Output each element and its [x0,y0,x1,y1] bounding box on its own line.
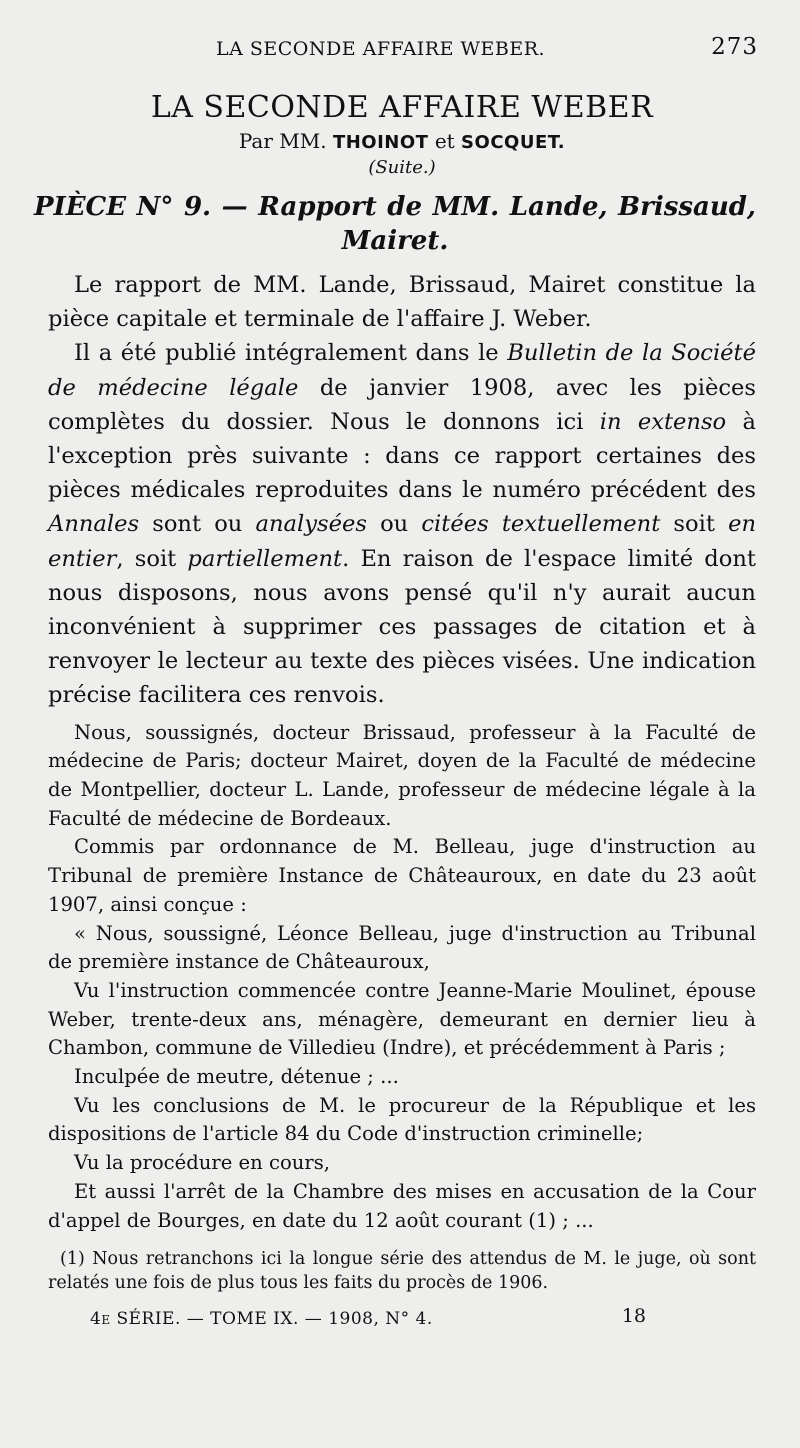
section-heading-line1: PIÈCE N° 9. — Rapport de MM. Lande, Brissaud, [34,192,756,222]
author-thoinot: THOINOT [332,132,429,153]
introduction [48,268,756,713]
intro-paragraph-1: Le rapport de MM. Lande, Brissaud, Mairet constitue la pièce capitale et terminale de l'affaire J. Weber. [48,272,756,333]
article-title: LA SECONDE AFFAIRE WEBER [150,90,654,125]
sheet-number: 18 [621,1305,646,1328]
report-paragraph: Vu l'instruction commencée contre Jeanne-Marie Moulinet, épouse Weber, trente-deux ans, ménagère, demeurant en dernier lieu à Chambon, commune de Villedieu (Indre), et précédemment à Paris ; [48,978,756,1060]
report-text [48,719,756,1236]
report-paragraph: « Nous, soussigné, Léonce Belleau, juge d'instruction au Tribunal de première instance de Châteauroux, [48,921,756,974]
article-authors [48,129,756,153]
report-paragraph: Commis par ordonnance de M. Belleau, juge d'instruction au Tribunal de première Instance de Châteauroux, en date du 23 août 1907, ainsi conçue : [48,835,756,916]
report-paragraph: Vu la procédure en cours, [74,1151,331,1175]
report-paragraph: Inculpée de meutre, détenue ; ... [74,1065,399,1089]
report-paragraph: Vu les conclusions de M. le procureur de la République et les dispositions de l'article 84 du Code d'instruction criminelle; [48,1093,756,1146]
author-socquet: SOCQUET. [461,132,566,153]
report-paragraph: Nous, soussignés, docteur Brissaud, professeur à la Faculté de médecine de Paris; docteur Mairet, doyen de la Faculté de médecine de Montpellier, docteur L. Lande, professeur de médecine légale à la Faculté de médecine de Bordeaux. [48,720,756,830]
section-heading [34,190,756,258]
footnote: (1) Nous retranchons ici la longue série des attendus de M. le juge, où sont relatés une fois de plus tous les faits du procès de 1906. [48,1249,756,1294]
series-volume-info: 4e SÉRIE. — TOME IX. — 1908, N° 4. [90,1309,433,1330]
authors-conjunction: et [434,129,455,153]
suite-note: (Suite.) [368,157,436,178]
report-paragraph: Et aussi l'arrêt de la Chambre des mises en accusation de la Cour d'appel de Bourges, en date du 12 août courant (1) ; ... [48,1179,756,1232]
section-heading-line2: Mairet. [341,226,449,256]
authors-prefix: Par MM. [238,129,327,153]
intro-paragraph-2: Il a été publié intégralement dans le Bulletin de la Société de médecine légale de janvier 1908, avec les pièces complètes du dossier. Nous le donnons ici in extenso à l'exception près suivante : dans ce rapport certaines des pièces médicales reproduites dans le numéro précédent des Annales sont ou analysées ou citées textuellement soit en entier, soit partiellement. En raison de l'espace limité dont nous disposons, nous avons pensé qu'il n'y aurait aucun inconvénient à supprimer ces passages de citation et à renvoyer le lecteur au texte des pièces visées. Une indication précise facilitera ces renvois. [48,340,757,709]
running-head [48,30,756,74]
page-number: 273 [711,34,758,60]
signature-line [48,1305,756,1341]
running-head-title: LA SECONDE AFFAIRE WEBER. [216,38,546,60]
